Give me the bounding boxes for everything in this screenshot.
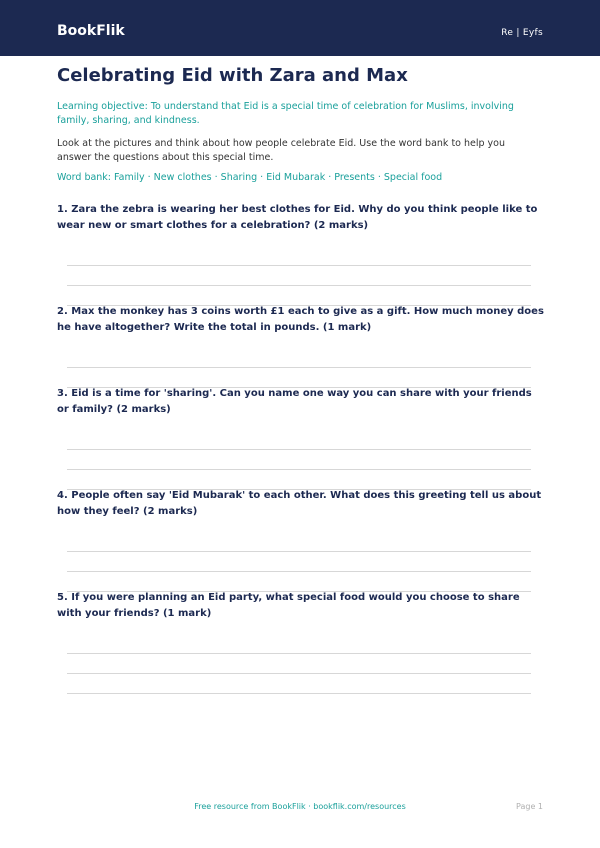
page-header [0,0,600,56]
question-4: 4. People often say 'Eid Mubarak' to each other. What does this greeting tell us about how they feel? (2 marks) [57,490,542,517]
question-3: 3. Eid is a time for 'sharing'. Can you name one way you can share with your friends or family? (2 marks) [57,388,532,415]
word-bank: Word bank: Family · New clothes · Sharing · Eid Mubarak · Presents · Special food [57,172,443,183]
worksheet-title: Celebrating Eid with Zara and Max [57,65,408,86]
brand-logo: BookFlik [57,23,125,39]
answer-line[interactable] [67,285,531,286]
answer-line[interactable] [67,571,531,572]
answer-line[interactable] [67,469,531,470]
instructions: Look at the pictures and think about how people celebrate Eid. Use the word bank to help you answer the questions about this special time. [57,138,506,163]
answer-line[interactable] [67,693,531,694]
learning-objective: Learning objective: To understand that Eid is a special time of celebration for Muslims, involving family, sharing, and kindness. [57,101,514,126]
answer-line[interactable] [67,673,531,674]
page-number: Page 1 [516,802,543,811]
answer-line[interactable] [67,449,531,450]
question-5: 5. If you were planning an Eid party, what special food would you choose to share with your friends? (1 mark) [57,592,520,619]
question-1: 1. Zara the zebra is wearing her best clothes for Eid. Why do you think people like to wear new or smart clothes for a celebration? (2 marks) [57,204,538,231]
answer-line[interactable] [67,653,531,654]
answer-line[interactable] [67,265,531,266]
answer-line[interactable] [67,551,531,552]
footer-credit: Free resource from BookFlik · bookflik.com/resources [194,802,406,811]
answer-line[interactable] [67,367,531,368]
question-2: 2. Max the monkey has 3 coins worth £1 each to give as a gift. How much money does he have altogether? Write the total in pounds. (1 mark) [57,306,544,333]
subject-stage-label: Re | Eyfs [501,28,543,38]
